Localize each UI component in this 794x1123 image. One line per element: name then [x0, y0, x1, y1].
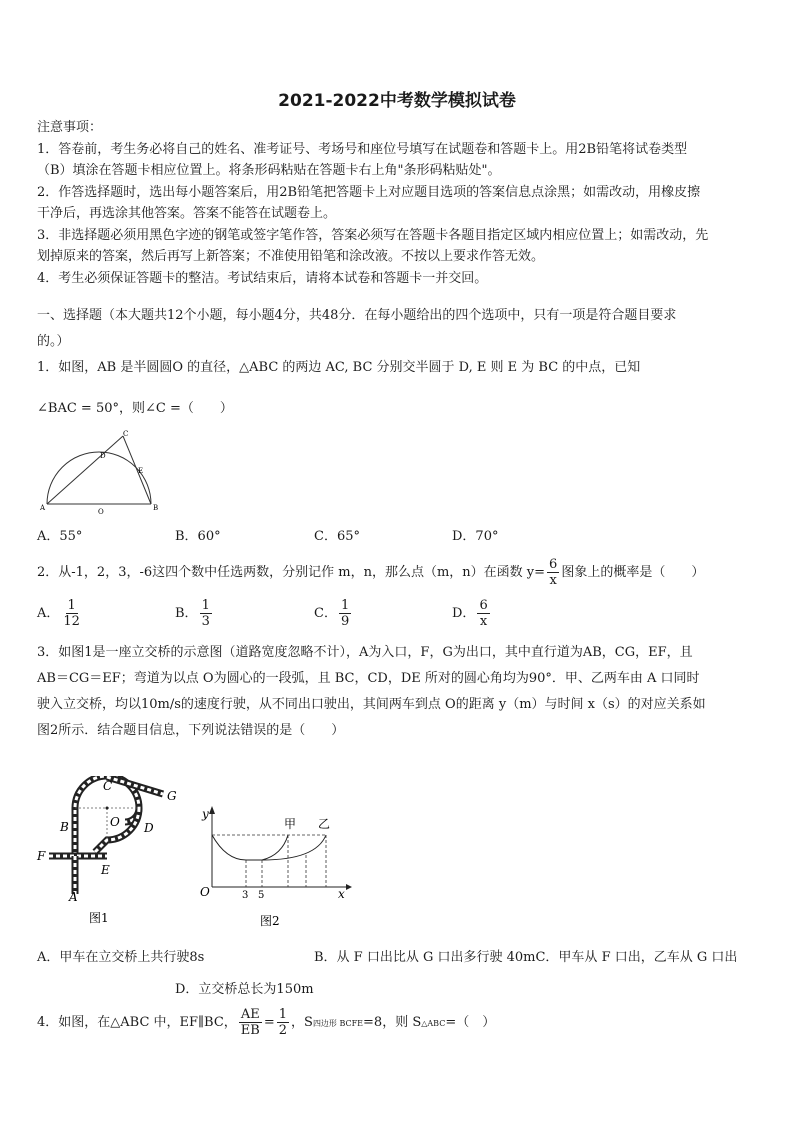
q2-option-d-fraction: [477, 598, 489, 629]
q2-func-fraction: [547, 557, 559, 588]
q4-stem-a: 4．如图，在△ABC 中，EF∥BC，: [37, 1015, 237, 1030]
q2-opt-d-num: 6: [479, 598, 488, 613]
q2-option-c-letter: C．: [314, 606, 337, 621]
q4-eq: =: [263, 1015, 275, 1030]
fig1-label-g: G: [167, 789, 177, 803]
q2-option-c-fraction: [339, 598, 351, 629]
q4-ratio-fraction: [239, 1007, 262, 1038]
q3-line: 3．如图1是一座立交桥的示意图（道路宽度忽略不计），A为入口，F，G为出口，其中直行道为AB，CG，EF，且: [37, 645, 693, 660]
y-axis-arrow: [209, 806, 215, 814]
q2-opt-b-num: 1: [201, 598, 210, 613]
curve-jia: [212, 835, 288, 860]
label-a: A: [40, 504, 46, 512]
q2-option-d-letter: D．: [452, 606, 476, 621]
section-line: 的。）: [37, 334, 70, 349]
q2-stem-a: 2．从-1，2，3，-6这四个数中任选两数，分别记作 m，n，那么点（m，n）在函数 y=: [37, 565, 546, 580]
q1-option-a[interactable]: A．55°: [37, 529, 83, 544]
notice-line: 干净后，再选涂其他答案。答案不能答在试题卷上。: [37, 206, 337, 221]
section-line: 一、选择题（本大题共12个小题，每小题4分，共48分．在每小题给出的四个选项中，只有一项是符合题目要求: [37, 308, 677, 323]
fig2-label-origin: O: [200, 885, 210, 899]
fig1-label-f: F: [37, 849, 46, 863]
q3-line: 图2所示．结合题目信息，下列说法错误的是（ ）: [37, 723, 345, 738]
notice-line: 划掉原来的答案，然后再写上新答案；不准使用铅笔和涂改液。不按以上要求作答无效。: [37, 249, 545, 264]
question-1-text: 1．如图，AB 是半圆圆O 的直径，△ABC 的两边 AC, BC 分别交半圆于 D, E 则 E 为 BC 的中点，已知: [37, 360, 641, 375]
fig1-label-c: C: [103, 779, 113, 793]
q3-option-a[interactable]: A．甲车在立交桥上共行驶8s: [37, 950, 205, 965]
q2-option-a[interactable]: [37, 598, 84, 629]
question-1-condition: ∠BAC = 50°，则∠C =（ ）: [37, 401, 233, 416]
fig1-caption: 图1: [89, 911, 109, 925]
q2-opt-c-num: 1: [340, 598, 350, 613]
fig1-label-b: B: [60, 820, 69, 834]
fig2-label-y: y: [202, 807, 209, 821]
q4-value-fraction: [277, 1007, 289, 1038]
x-axis-arrow: [346, 884, 352, 890]
notice-line: 2．作答选择题时，选出每小题答案后，用2B铅笔把答题卡上对应题目选项的答案信息点涂黑；如需改动，用橡皮擦: [37, 184, 701, 200]
semicircle-figure: [37, 428, 167, 516]
fig1-label-a: A: [69, 890, 78, 904]
q4-frac2-num: 1: [278, 1007, 288, 1022]
interchange-figure: [35, 776, 185, 926]
question-2-stem: [37, 557, 704, 589]
q2-func-num: 6: [549, 557, 558, 572]
q2-option-b-letter: B．: [175, 606, 198, 621]
notice-line: 1．答卷前，考生务必将自己的姓名、准考证号、考场号和座位号填写在试题卷和答题卡上。用2B铅笔将试卷类型: [37, 141, 688, 157]
center-o: [106, 807, 109, 810]
label-o: O: [98, 508, 104, 516]
label-c: C: [123, 430, 129, 438]
fig2-label-x: x: [338, 887, 345, 901]
notice-line: 3．非选择题必须用黑色字迹的钢笔或签字笔作答，答案必须写在答题卡各题目指定区域内相应位置上；如需改动，先: [37, 227, 709, 243]
q3-line: 驶入立交桥，均以10m/s的速度行驶，从不同出口驶出，其间两车到点 O的距离 y（m）与时间 x（s）的对应关系如: [37, 697, 706, 712]
fig2-caption: 图2: [260, 914, 280, 928]
q1-option-d[interactable]: D．70°: [452, 529, 499, 544]
q1-option-b[interactable]: B．60°: [175, 529, 221, 544]
question-1-stem2: [37, 396, 759, 422]
q2-opt-c-den: 9: [340, 614, 350, 629]
side-ac: [47, 436, 123, 504]
semicircle-arc: [47, 452, 151, 504]
q2-opt-a-den: 12: [63, 614, 80, 629]
label-e: E: [138, 467, 144, 475]
q4-sub-triangle: △ABC: [421, 1019, 446, 1028]
notice-line: （B）填涂在答题卡相应位置上。将条形码粘贴在答题卡右上角"条形码粘贴处"。: [37, 163, 501, 178]
q2-option-d[interactable]: [452, 598, 492, 629]
q2-opt-b-den: 3: [201, 614, 210, 629]
q4-stem-b: ，S: [291, 1015, 313, 1030]
question-1-stem: [37, 355, 759, 381]
q2-option-c[interactable]: [314, 598, 353, 629]
question-4-stem: [37, 1005, 495, 1042]
side-bc: [123, 436, 151, 504]
distance-time-figure: [196, 800, 356, 935]
q4-stem-c: =8，则 S: [363, 1015, 422, 1030]
label-d: D: [100, 452, 106, 460]
fig2-tick-5: 5: [258, 890, 265, 901]
q4-frac-num: AE: [240, 1007, 260, 1022]
notice-heading: 注意事项：: [37, 120, 103, 135]
fig1-label-e: E: [101, 863, 110, 877]
question-3-stem: [37, 640, 759, 744]
q2-option-a-letter: A．: [37, 606, 60, 621]
q4-frac2-den: 2: [278, 1023, 288, 1038]
section-heading: [37, 303, 759, 355]
q2-option-b[interactable]: [175, 598, 214, 629]
page-title: 2021-2022中考数学模拟试卷: [278, 91, 516, 111]
q2-option-a-fraction: [61, 598, 82, 629]
q3-option-b-c[interactable]: B．从 F 口出比从 G 口出多行驶 40mC．甲车从 F 口出，乙车从 G 口出: [314, 950, 738, 965]
q3-line: AB＝CG＝EF；弯道为以点 O为圆心的一段弧，且 BC，CD，DE 所对的圆心角均为90°．甲、乙两车由 A 口同时: [37, 671, 700, 686]
notice-line: 4．考生必须保证答题卡的整洁。考试结束后，请将本试卷和答题卡一并交回。: [37, 270, 488, 286]
fig1-label-d: D: [144, 821, 154, 835]
fig2-label-jia: 甲: [284, 817, 297, 831]
q2-option-b-fraction: [200, 598, 212, 629]
q4-stem-d: =（ ）: [445, 1015, 496, 1030]
q3-option-d[interactable]: D．立交桥总长为150m: [175, 982, 314, 997]
notice-block: [37, 117, 759, 289]
q2-stem-b: 图象上的概率是（ ）: [561, 565, 705, 580]
fig2-tick-3: 3: [242, 890, 249, 901]
q2-func-den: x: [549, 573, 557, 588]
q4-frac-den: EB: [240, 1023, 260, 1038]
q4-sub-quad: 四边形 BCFE: [312, 1019, 364, 1028]
q2-opt-d-den: x: [479, 614, 488, 629]
fig2-label-yi: 乙: [318, 817, 331, 831]
q2-opt-a-num: 1: [67, 598, 76, 613]
label-b: B: [153, 504, 159, 512]
q1-option-c[interactable]: C．65°: [314, 529, 360, 544]
fig1-label-o: O: [110, 815, 120, 829]
